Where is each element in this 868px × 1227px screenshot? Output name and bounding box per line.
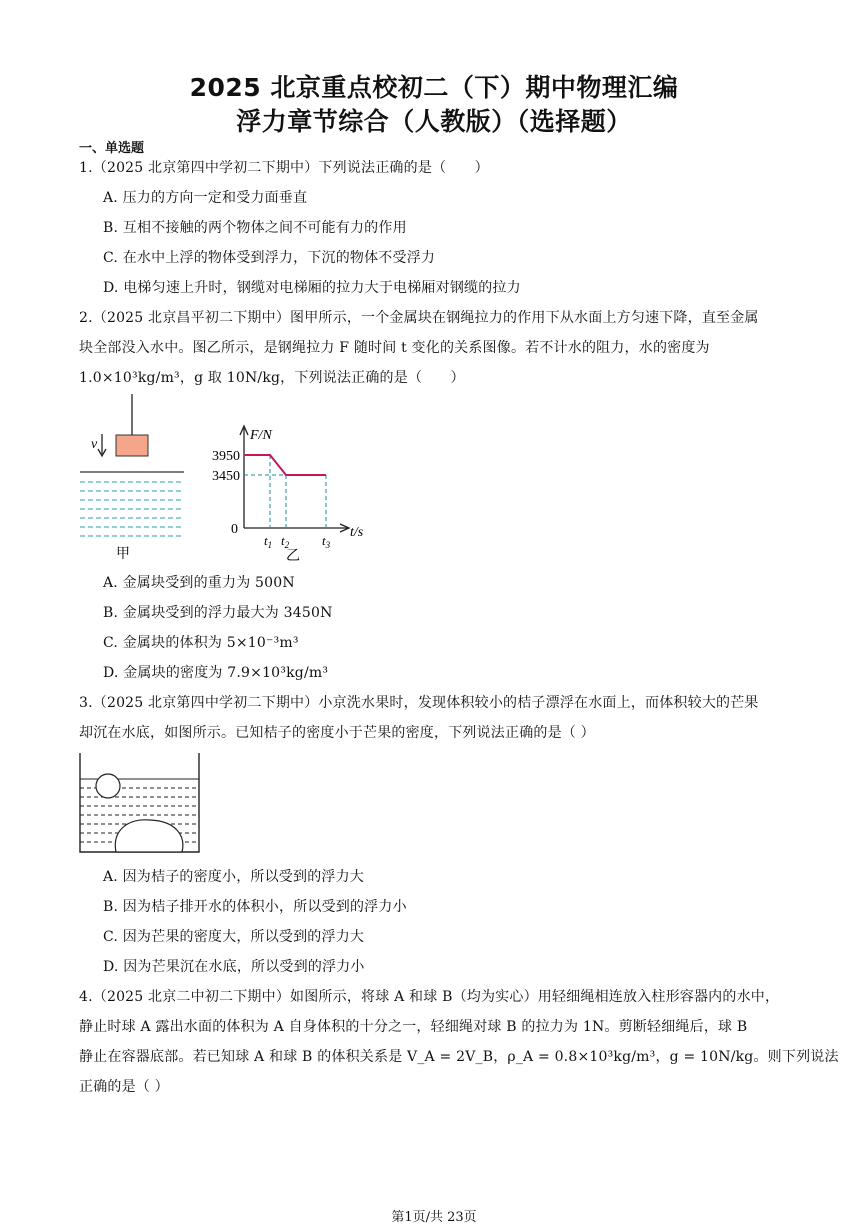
question-3-option-c: C. 因为芒果的密度大，所以受到的浮力大 [103, 929, 365, 945]
question-2-option-d: D. 金属块的密度为 7.9×10³kg/m³ [103, 665, 329, 681]
question-3-option-d: D. 因为芒果沉在水底，所以受到的浮力小 [103, 959, 365, 975]
section-title: 一、单选题 [79, 141, 145, 156]
question-3-option-b: B. 因为桔子排开水的体积小，所以受到的浮力小 [103, 899, 407, 915]
velocity-label: v [91, 437, 98, 452]
figure-yi-caption: 乙 [286, 549, 300, 562]
question-1-option-c: C. 在水中上浮的物体受到浮力，下沉的物体不受浮力 [103, 250, 436, 266]
y-tick-3950: 3950 [212, 449, 240, 464]
metal-block [116, 435, 148, 456]
question-2-stem-line-1: 2.（2025 北京昌平初二下期中）图甲所示，一个金属块在钢绳拉力的作用下从水面上方匀速下降，直至金属 [79, 310, 759, 326]
figure-jia [76, 392, 188, 562]
question-2-stem-line-2: 块全部没入水中。图乙所示，是钢绳拉力 F 随时间 t 变化的关系图像。若不计水的阻力，水的密度为 [79, 340, 710, 356]
y-tick-3450: 3450 [212, 469, 240, 484]
force-time-line [244, 455, 326, 475]
question-1-stem: 1.（2025 北京第四中学初二下期中）下列说法正确的是（ ） [79, 160, 489, 176]
tick-t2: $t_2$ [281, 533, 290, 550]
question-2-option-c: C. 金属块的体积为 5×10⁻³m³ [103, 635, 299, 651]
tick-t1: $t_1$ [264, 533, 273, 550]
figure-yi-graph [198, 420, 370, 562]
question-2-option-a: A. 金属块受到的重力为 500N [103, 575, 295, 591]
question-1-option-d: D. 电梯匀速上升时，钢缆对电梯厢的拉力大于电梯厢对钢缆的拉力 [103, 280, 521, 296]
mango-sunk [115, 820, 183, 852]
y-axis-label: F/N [250, 428, 272, 443]
question-2-stem-line-3: 1.0×10³kg/m³，g 取 10N/kg，下列说法正确的是（ ） [79, 370, 465, 386]
page-title-line-1: 2025 北京重点校初二（下）期中物理汇编 [189, 73, 679, 102]
question-3-stem-line-2: 却沉在水底，如图所示。已知桔子的密度小于芒果的密度，下列说法正确的是（ ） [79, 725, 595, 741]
question-4-stem-line-1: 4.（2025 北京二中初二下期中）如图所示，将球 A 和球 B（均为实心）用轻细绳相连放入柱形容器内的水中， [79, 989, 780, 1005]
figure-jia-caption: 甲 [116, 547, 130, 562]
question-4-stem-line-3: 静止在容器底部。若已知球 A 和球 B 的体积关系是 V_A = 2V_B，ρ_A = 0.8×10³kg/m³，g = 10N/kg。则下列说法 [79, 1049, 839, 1065]
page-title-line-2: 浮力章节综合（人教版）（选择题） [236, 107, 632, 136]
tick-t3: $t_3$ [322, 533, 331, 550]
question-1-option-a: A. 压力的方向一定和受力面垂直 [103, 190, 308, 206]
question-3-stem-line-1: 3.（2025 北京第四中学初二下期中）小京洗水果时，发现体积较小的桔子漂浮在水面上，而体积较大的芒果 [79, 695, 759, 711]
question-1-option-b: B. 互相不接触的两个物体之间不可能有力的作用 [103, 220, 407, 236]
water-lines [80, 482, 184, 536]
x-axis-label: t/s [350, 525, 364, 540]
question-3-option-a: A. 因为桔子的密度小，所以受到的浮力大 [103, 869, 365, 885]
question-2-option-b: B. 金属块受到的浮力最大为 3450N [103, 605, 333, 621]
page-footer: 第1页/共 23页 [391, 1210, 477, 1225]
orange-floating [96, 774, 120, 798]
fruit-container-figure [78, 752, 202, 854]
question-4-stem-line-2: 静止时球 A 露出水面的体积为 A 自身体积的十分之一，轻细绳对球 B 的拉力为 1N。剪断轻细绳后，球 B [79, 1019, 748, 1035]
question-4-stem-line-4: 正确的是（ ） [79, 1079, 169, 1095]
origin-label: 0 [231, 522, 238, 537]
guide-lines [244, 455, 326, 528]
